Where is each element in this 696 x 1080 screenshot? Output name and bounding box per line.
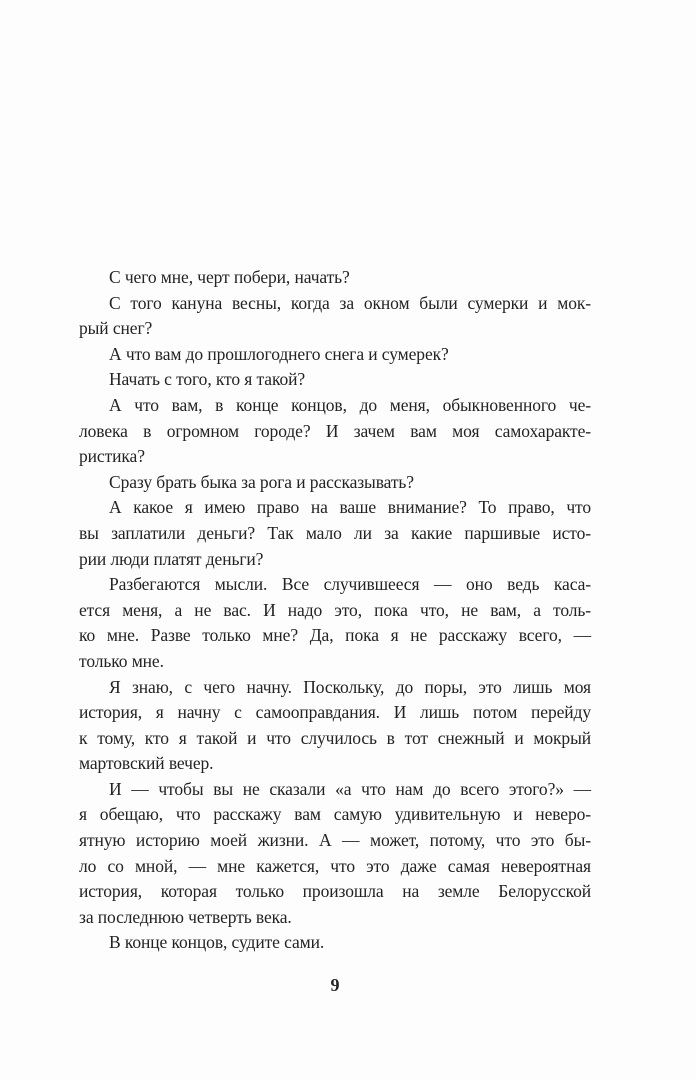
text-line: рый снег?	[79, 318, 153, 339]
text-line: И — чтобы вы не сказали «а что нам до всего этого?» —	[109, 778, 591, 799]
text-line: ко мне. Разве только мне? Да, пока я не расскажу всего, —	[79, 625, 591, 646]
text-line: вы заплатили деньги? Так мало ли за какие паршивые исто-	[79, 522, 591, 543]
text-line: Сразу брать быка за рога и рассказывать?	[109, 471, 414, 492]
text-line: история, я начну с самооправдания. И лишь потом перейду	[79, 702, 591, 723]
text-line: Разбегаются мысли. Все случившееся — оно ведь каса-	[109, 574, 591, 595]
text-line: ется меня, а не вас. И надо это, пока что, не вам, а толь-	[79, 599, 591, 620]
text-line: ятную историю моей жизни. А — может, потому, что это бы-	[79, 830, 591, 851]
text-line: только мне.	[79, 650, 164, 671]
text-line: я обещаю, что расскажу вам самую удивительную и неверо-	[79, 804, 591, 825]
page-text-block	[79, 265, 591, 956]
text-line: ло со мной, — мне кажется, что это даже самая невероятная	[79, 855, 591, 876]
text-line: С того кануна весны, когда за окном были сумерки и мок-	[109, 292, 591, 313]
text-line: к тому, кто я такой и что случилось в тот снежный и мокрый	[79, 727, 591, 748]
text-line: ловека в огромном городе? И зачем вам моя самохаракте-	[79, 420, 591, 441]
text-line: Я знаю, с чего начну. Поскольку, до поры, это лишь моя	[109, 676, 591, 697]
text-line: за последнюю четверть века.	[79, 906, 292, 927]
text-line: А что вам до прошлогоднего снега и сумерек?	[109, 343, 449, 364]
text-line: А какое я имею право на ваше внимание? То право, что	[109, 497, 591, 518]
text-line: В конце концов, судите сами.	[109, 932, 325, 953]
text-line: А что вам, в конце концов, до меня, обыкновенного че-	[109, 394, 591, 415]
text-line: мартовский вечер.	[79, 753, 214, 774]
page-number: 9	[330, 975, 340, 995]
text-line: история, которая только произошла на земле Белорусской	[79, 881, 591, 902]
text-line: ристика?	[79, 446, 145, 467]
text-line: С чего мне, черт побери, начать?	[109, 267, 350, 287]
text-line: рии люди платят деньги?	[79, 548, 264, 569]
text-line: Начать с того, кто я такой?	[109, 369, 306, 390]
